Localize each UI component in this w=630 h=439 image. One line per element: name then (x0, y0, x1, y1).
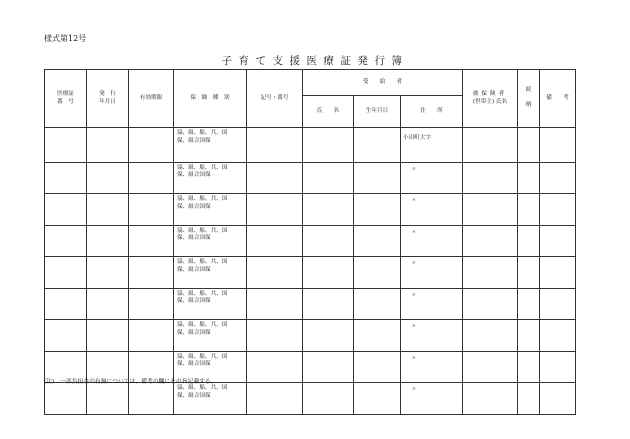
address-ditto-mark: 〃 (401, 194, 463, 226)
insurance-type-cell: 協、組、船、共、国 保、組合国保 (174, 320, 247, 352)
address-cell: 小田町大字 (401, 128, 463, 163)
page-title: 子育て支援医療証発行簿 (221, 55, 409, 67)
footnote: (注) 一部負担金の有無については、備考の欄にその旨記載する。 (44, 379, 217, 385)
insurance-type-cell: 協、組、船、共、国 保、組合国保 (174, 257, 247, 289)
table-row (45, 194, 576, 226)
table-row (45, 128, 576, 163)
header-name: 氏 名 (303, 96, 354, 128)
header-validity: 有効期限 (129, 70, 174, 128)
header-cert-number: 医療証 番 号 (45, 70, 87, 128)
table-row (45, 257, 576, 289)
address-ditto-mark: 〃 (401, 257, 463, 289)
insurance-type-cell: 協、組、船、共、国 保、組合国保 (174, 225, 247, 257)
header-symbol-number: 記号・番号 (247, 70, 303, 128)
insurance-type-cell: 協、組、船、共、国 保、組合国保 (174, 288, 247, 320)
address-ditto-mark: 〃 (401, 162, 463, 194)
table-row (45, 162, 576, 194)
address-ditto-mark: 〃 (401, 383, 463, 415)
form-number: 様式第12号 (44, 34, 87, 43)
header-insured-person: 被保険者 (世帯主) 氏名 (463, 70, 518, 128)
header-relationship: 続 柄 (518, 70, 540, 128)
header-recipient: 受 給 者 (303, 70, 463, 96)
insurance-type-cell: 協、組、船、共、国 保、組合国保 (174, 383, 247, 415)
insurance-type-cell: 協、組、船、共、国 保、組合国保 (174, 128, 247, 163)
insurance-type-cell: 協、組、船、共、国 保、組合国保 (174, 162, 247, 194)
issuance-ledger-table (44, 69, 576, 415)
address-ditto-mark: 〃 (401, 351, 463, 383)
table-row (45, 225, 576, 257)
table-row (45, 383, 576, 415)
header-remarks: 備 考 (540, 70, 576, 128)
header-address: 住 所 (401, 96, 463, 128)
address-ditto-mark: 〃 (401, 225, 463, 257)
header-birthdate: 生年月日 (354, 96, 401, 128)
address-ditto-mark: 〃 (401, 288, 463, 320)
header-issue-date: 発 行 年月日 (87, 70, 129, 128)
header-insurance-type: 保 険 種 別 (174, 70, 247, 128)
table-row (45, 320, 576, 352)
table-row (45, 288, 576, 320)
address-ditto-mark: 〃 (401, 320, 463, 352)
insurance-type-cell: 協、組、船、共、国 保、組合国保 (174, 194, 247, 226)
insurance-type-cell: 協、組、船、共、国 保、組合国保 (174, 351, 247, 383)
